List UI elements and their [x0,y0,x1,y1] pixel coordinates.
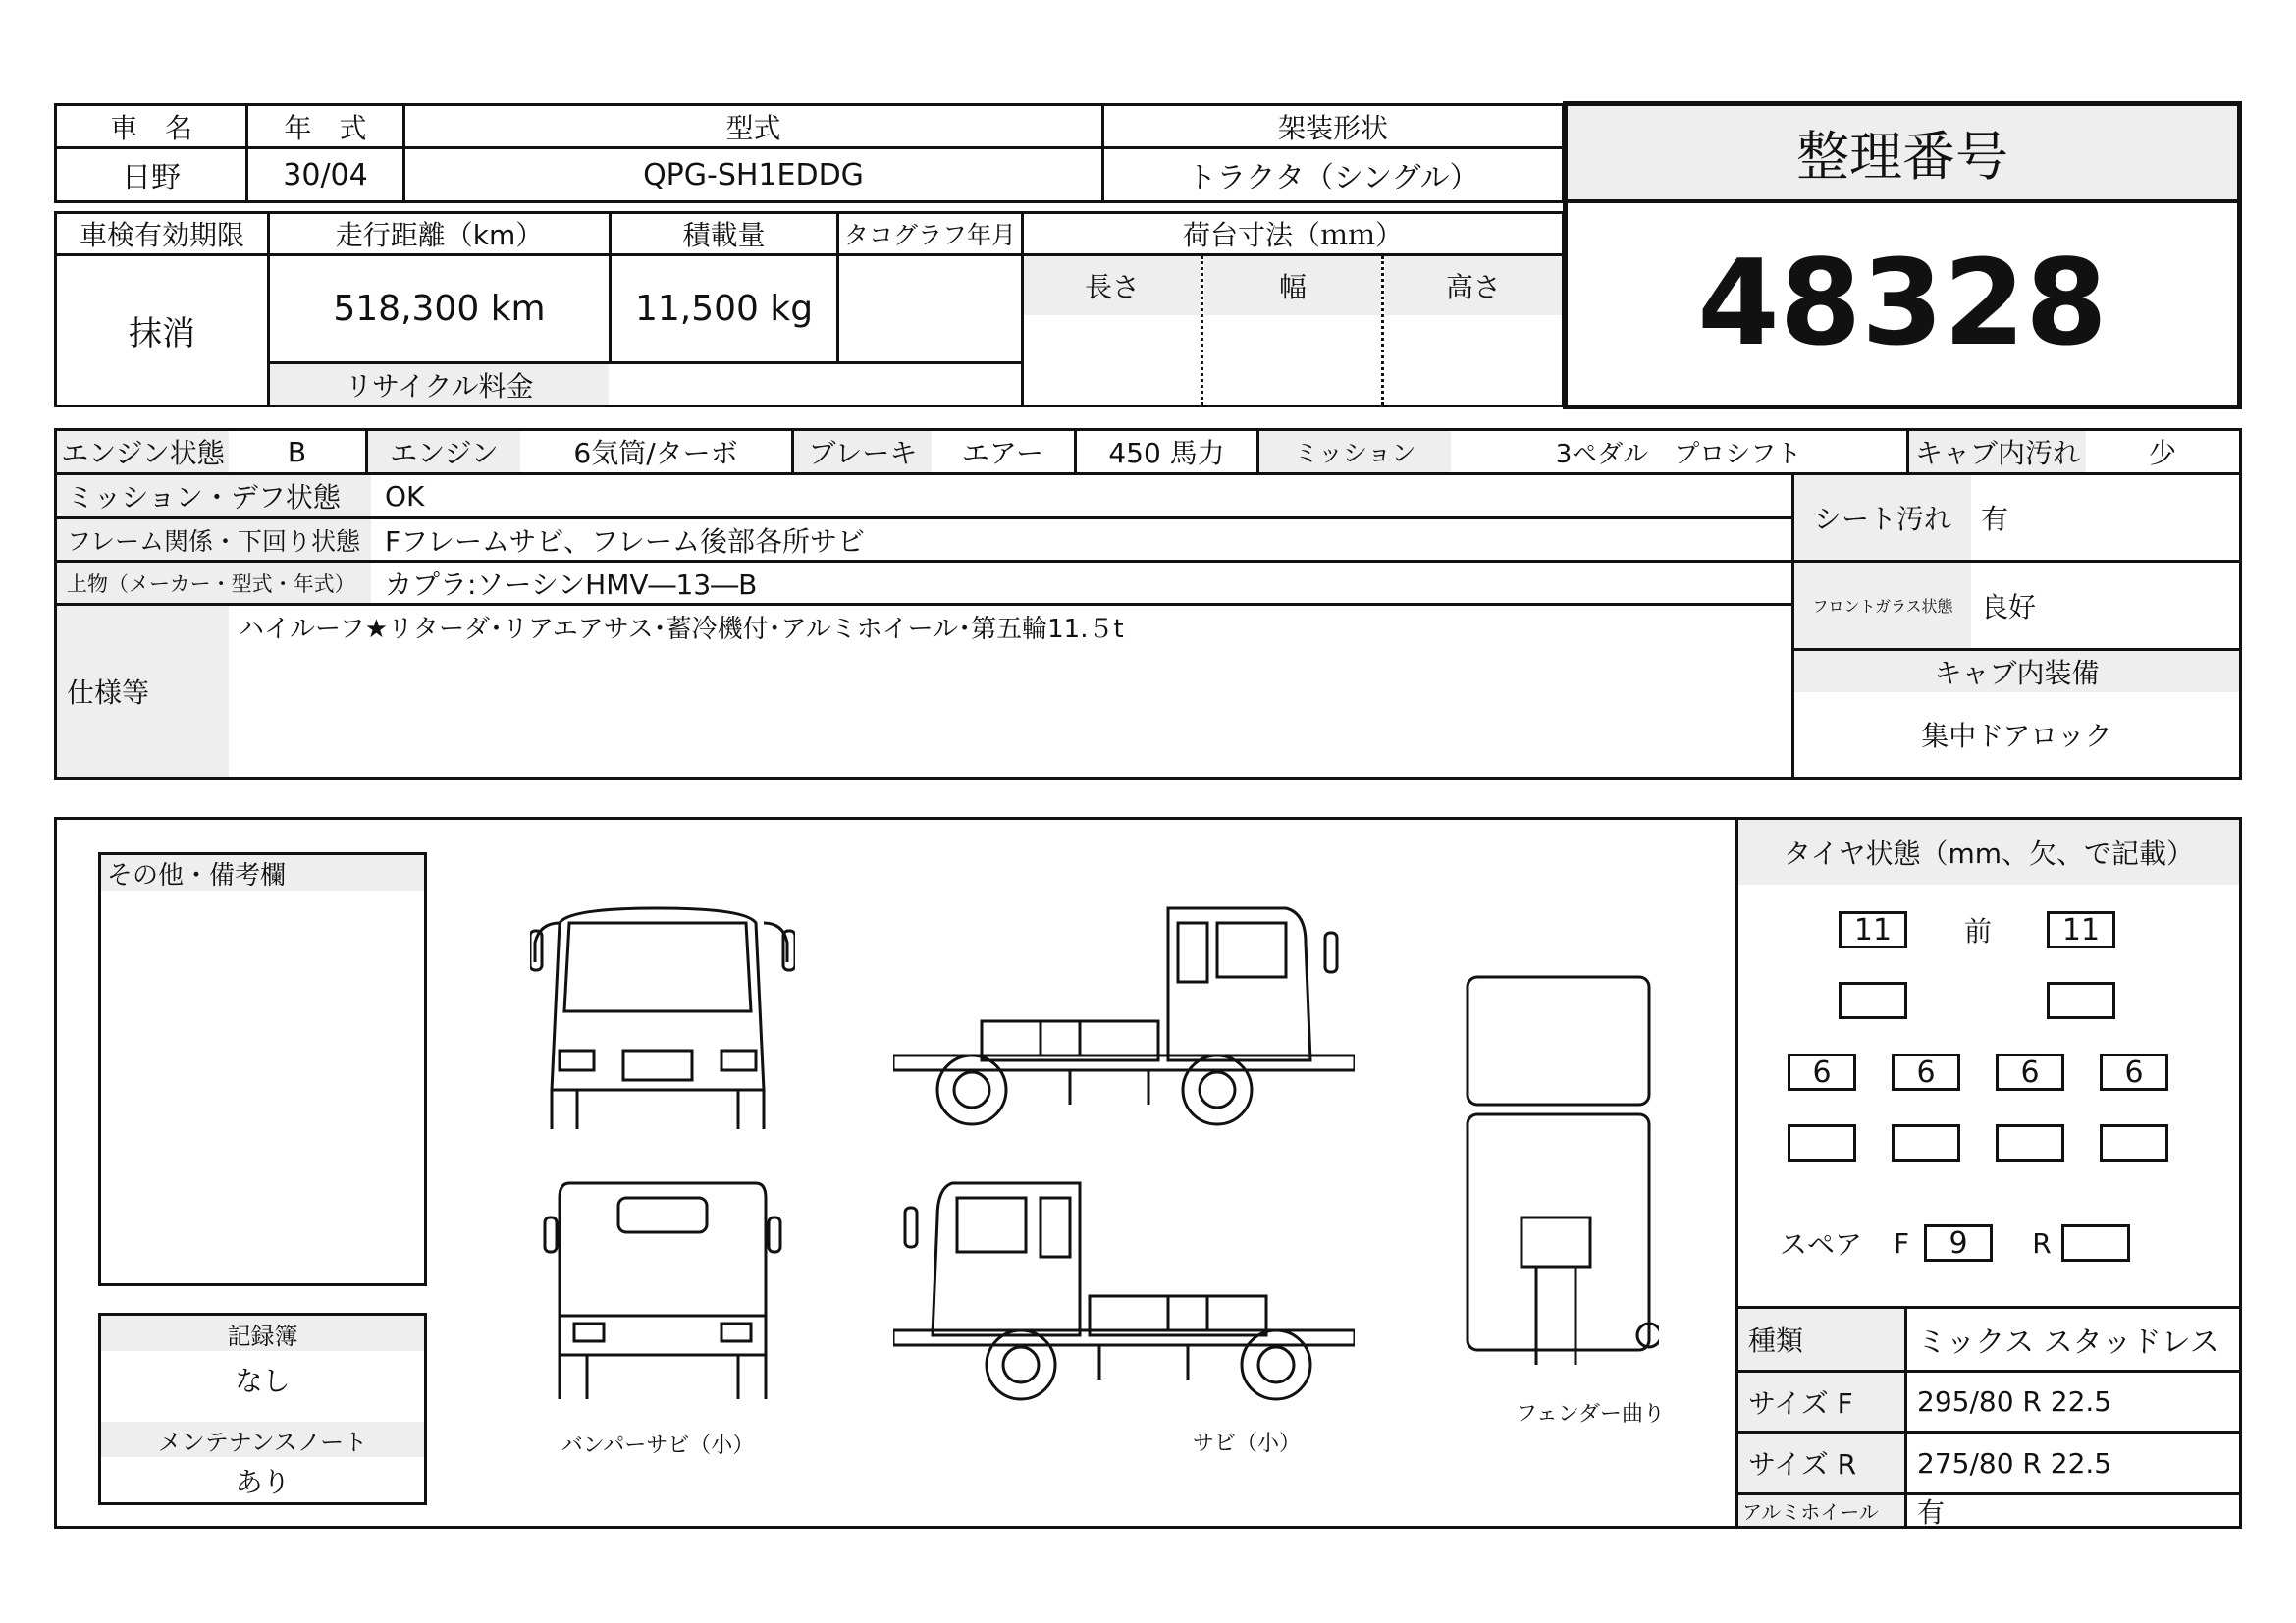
alu-value: 有 [1917,1495,1946,1529]
col-model-label: 型式 [725,111,781,144]
mission-value: 3ペダル プロシフト [1555,439,1802,469]
truck-side-view-left [893,1178,1355,1414]
tire-title: タイヤ状態（mm、欠、で記載） [1738,820,2239,885]
record-value: なし [235,1365,291,1397]
tire-rear-6 [1892,1124,1960,1162]
cab-dirt-value: 少 [2148,437,2176,469]
maint-value: あり [235,1466,291,1498]
frame-value: Fフレームサビ、フレーム後部各所サビ [385,524,866,558]
diff-value: OK [385,479,425,513]
tire-front-right-2 [2047,982,2115,1019]
size-f-label: サイズ F [1738,1373,1904,1431]
upper-value: カプラ:ソーシンHMV―13―B [385,568,758,601]
diff-label: ミッション・デフ状態 [57,475,371,516]
engine-value: 6気筒/ターボ [573,437,738,469]
spare-f-label: F [1893,1226,1910,1260]
tire-rear-8 [2100,1124,2168,1162]
tire-rear-1: 6 [1788,1054,1856,1091]
tire-rear-7 [1996,1124,2064,1162]
bed-height-label: 高さ [1385,256,1562,315]
tire-front-label: 前 [1963,915,1992,947]
capacity-value: 11,500 kg [634,289,814,329]
fender-note: フェンダー曲り [1515,1401,1666,1427]
size-r-value: 275/80 R 22.5 [1917,1446,2112,1480]
tire-rear-3: 6 [1996,1054,2064,1091]
truck-top-view [1463,972,1659,1365]
frame-label: フレーム関係・下回り状態 [57,519,371,560]
size-f-value: 295/80 R 22.5 [1917,1385,2112,1418]
tire-type-value: ミックス スタッドレス [1917,1325,2219,1360]
mission-label: ミッション [1259,431,1451,472]
engine-label: エンジン [368,431,520,472]
spare-f-value: 9 [1924,1224,1993,1262]
maint-label: メンテナンスノート [101,1422,424,1457]
col-inspection-label: 車検有効期限 [79,219,244,251]
spare-label: スペア [1779,1228,1862,1261]
spare-r-label: R [2032,1226,2052,1260]
col-mileage-label: 走行距離（km） [335,219,544,251]
truck-rear-view [540,1178,785,1404]
spec-value: ハイルーフ★リターダ･リアエアサス･蓄冷機付･アルミホイール･第五輪11.５t [239,614,1124,644]
alu-label: アルミホイール [1738,1495,1904,1526]
tire-type-label: 種類 [1738,1309,1904,1370]
vehicle-body: トラクタ（シングル） [1187,161,1479,195]
rust-note: サビ（小） [1192,1431,1301,1456]
col-capacity-label: 積載量 [682,219,766,251]
bumper-rust-note: バンパーサビ（小） [561,1433,755,1458]
seat-value: 有 [1981,503,2009,535]
engine-state-label: エンジン状態 [57,431,229,472]
control-number-value: 48328 [1697,236,2108,372]
record-label: 記録簿 [101,1316,424,1351]
cab-equip-value: 集中ドアロック [1921,720,2112,752]
horsepower-value: 450 馬力 [1108,437,1225,469]
mileage-value: 518,300 km [333,289,546,329]
vehicle-year: 30/04 [283,157,368,192]
spec-label: 仕様等 [57,606,229,777]
tire-rear-4: 6 [2100,1054,2168,1091]
col-bed-label: 荷台寸法（ｍｍ） [1182,219,1403,251]
tire-front-left-2 [1839,982,1907,1019]
brake-value: エアー [961,437,1044,469]
tire-front-left: 11 [1839,911,1907,948]
tire-rear-2: 6 [1892,1054,1960,1091]
vehicle-name: 日野 [122,161,181,195]
vehicle-model: QPG-SH1EDDG [643,157,864,192]
brake-label: ブレーキ [794,431,932,472]
engine-state-value: B [287,435,307,468]
other-remarks-label: その他・備考欄 [101,855,424,891]
col-body-label: 架装形状 [1277,111,1388,144]
cab-dirt-label: キャブ内汚れ [1909,431,2086,472]
tacho-value [839,256,1021,361]
recycle-label: リサイクル料金 [270,364,609,405]
bed-width-label: 幅 [1204,256,1381,315]
bed-length-label: 長さ [1024,256,1201,315]
seat-label: シート汚れ [1794,475,1971,560]
control-number-label: 整理番号 [1568,106,2237,199]
col-year-label: 年 式 [284,111,367,144]
glass-label: フロントガラス状態 [1794,563,1971,648]
size-r-label: サイズ R [1738,1434,1904,1492]
upper-label: 上物（メーカー・型式・年式） [57,563,371,603]
recycle-value [612,364,1021,405]
tire-rear-5 [1788,1124,1856,1162]
tire-front-right: 11 [2047,911,2115,948]
other-remarks-box [98,852,427,1286]
col-tacho-label: タコグラフ年月 [843,221,1016,249]
col-name-label: 車 名 [109,111,192,144]
cab-equip-label: キャブ内装備 [1794,651,2239,692]
spare-r-value [2061,1224,2130,1262]
inspection-value: 抹消 [129,314,195,353]
truck-front-view [530,903,795,1139]
truck-side-view-right [893,903,1355,1139]
glass-value: 良好 [1981,590,2037,623]
